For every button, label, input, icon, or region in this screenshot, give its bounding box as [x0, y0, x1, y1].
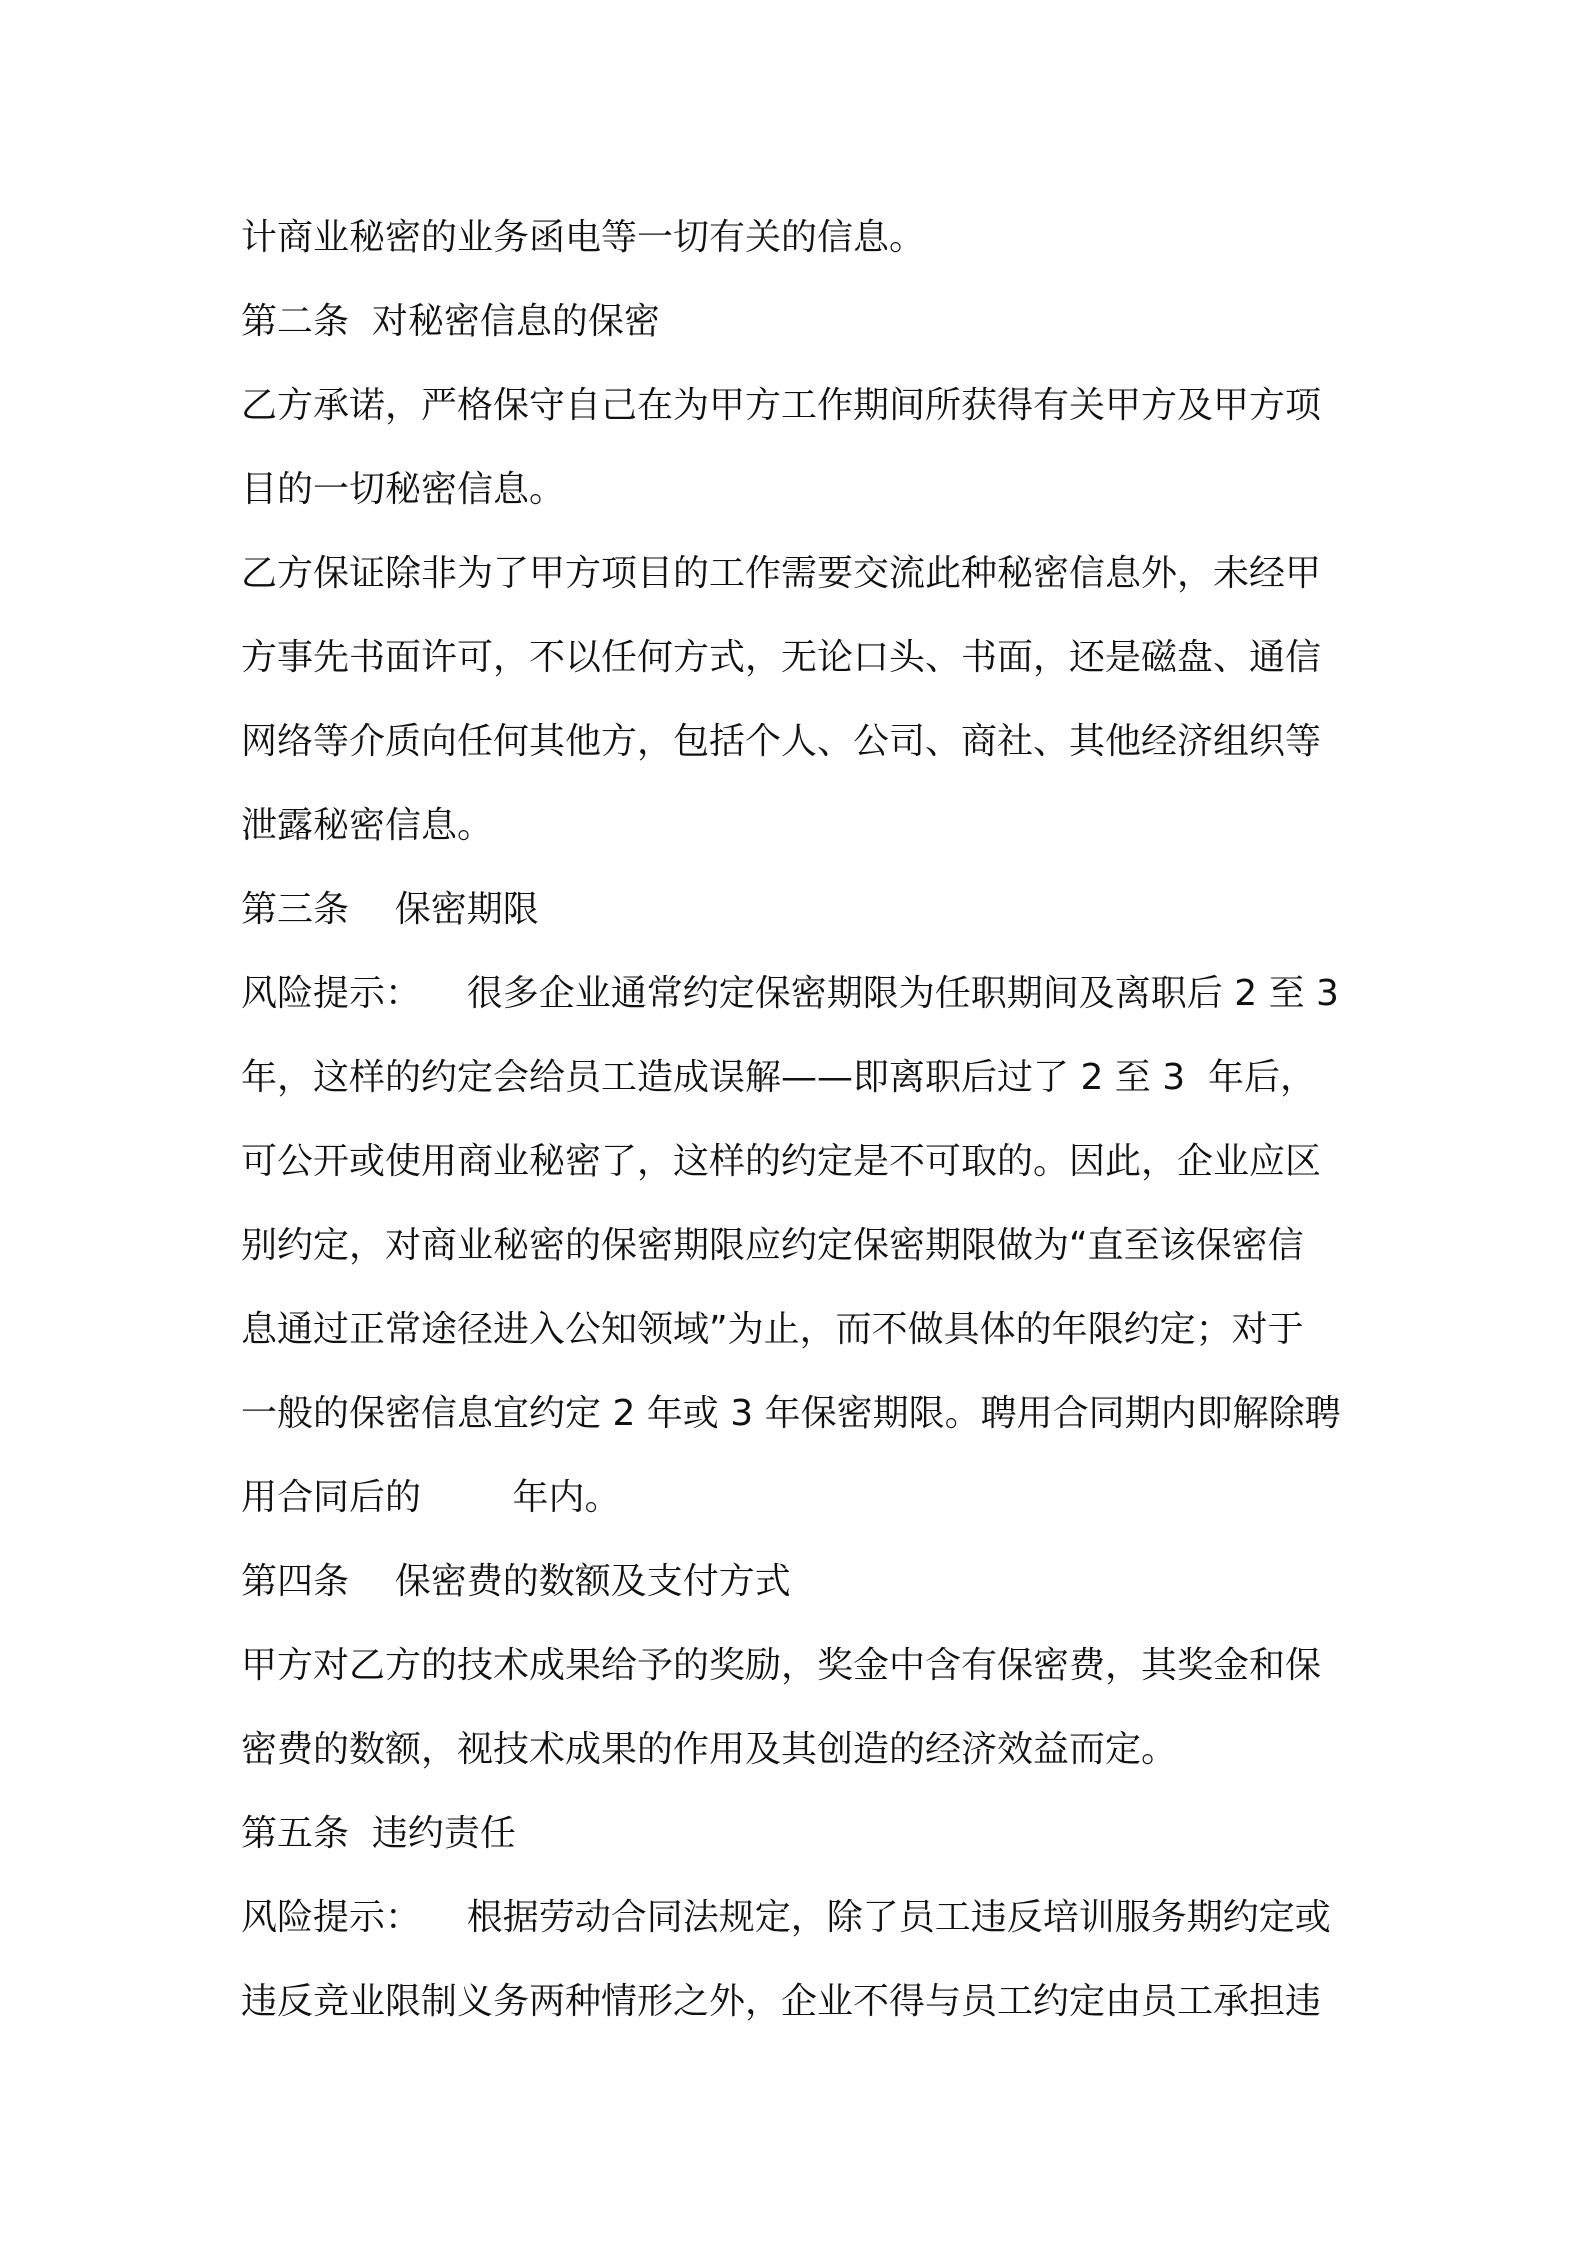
article-heading-2: 第二条 对秘密信息的保密	[241, 301, 660, 342]
risk-note-line: 风险提示： 很多企业通常约定保密期限为任职期间及离职后 2 至 3	[241, 973, 1339, 1014]
article-heading-4: 第四条 保密费的数额及支付方式	[241, 1561, 791, 1602]
article-heading-3: 第三条 保密期限	[241, 889, 539, 930]
text-line: 计商业秘密的业务函电等一切有关的信息。	[241, 217, 926, 258]
text-line: 可公开或使用商业秘密了，这样的约定是不可取的。因此，企业应区	[241, 1141, 1322, 1182]
text-line: 违反竞业限制义务两种情形之外，企业不得与员工约定由员工承担违	[241, 1981, 1322, 2022]
text-line: 密费的数额，视技术成果的作用及其创造的经济效益而定。	[241, 1729, 1178, 1770]
text-line: 甲方对乙方的技术成果给予的奖励，奖金中含有保密费，其奖金和保	[241, 1645, 1322, 1686]
document-body	[241, 196, 1361, 2044]
text-line: 用合同后的 年内。	[241, 1477, 621, 1518]
text-line: 息通过正常途径进入公知领域”为止，而不做具体的年限约定；对于	[241, 1309, 1304, 1350]
text-line: 方事先书面许可，不以任何方式，无论口头、书面，还是磁盘、通信	[241, 637, 1322, 678]
article-heading-5: 第五条 违约责任	[241, 1813, 516, 1854]
text-line: 别约定，对商业秘密的保密期限应约定保密期限做为“直至该保密信	[241, 1225, 1304, 1266]
text-line: 乙方承诺，严格保守自己在为甲方工作期间所获得有关甲方及甲方项	[241, 385, 1322, 426]
text-line: 年，这样的约定会给员工造成误解——即离职后过了 2 至 3 年后，	[241, 1057, 1317, 1098]
text-line: 泄露秘密信息。	[241, 805, 494, 846]
text-line: 网络等介质向任何其他方，包括个人、公司、商社、其他经济组织等	[241, 721, 1322, 762]
text-line: 目的一切秘密信息。	[241, 469, 566, 510]
text-line: 乙方保证除非为了甲方项目的工作需要交流此种秘密信息外，未经甲	[241, 553, 1322, 594]
text-line: 一般的保密信息宜约定 2 年或 3 年保密期限。聘用合同期内即解除聘	[241, 1393, 1341, 1434]
risk-note-line: 风险提示： 根据劳动合同法规定，除了员工违反培训服务期约定或	[241, 1897, 1331, 1938]
